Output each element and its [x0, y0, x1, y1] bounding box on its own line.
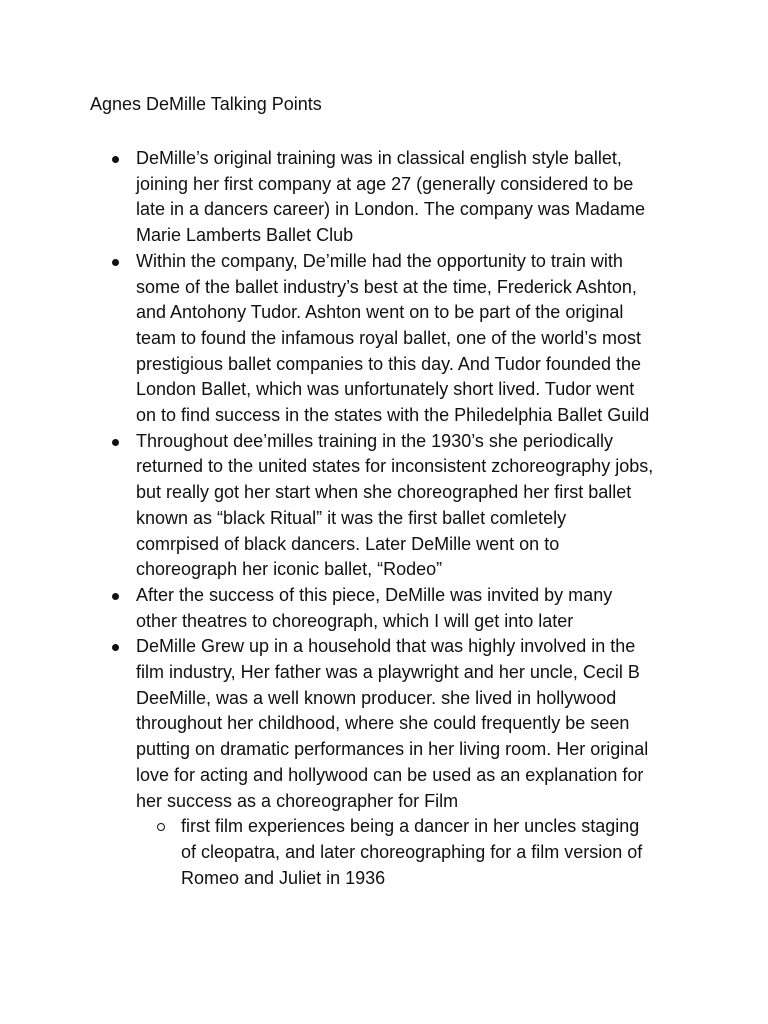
bullet-line: other theatres to choreograph, which I will get into later: [136, 610, 574, 631]
bullet-line: on to find success in the states with the Philedelphia Ballet Guild: [136, 405, 650, 426]
bullet-line: London Ballet, which was unfortunately short lived. Tudor went: [136, 379, 635, 400]
bullet-line: throughout her childhood, where she could frequently be seen: [136, 713, 630, 734]
sub-point-1: [0, 814, 768, 891]
bullet-dot-icon: [112, 439, 119, 446]
bullet-dot-icon: [112, 644, 119, 651]
bullet-line: prestigious ballet companies to this day. And Tudor founded the: [136, 353, 641, 374]
bullet-dot-icon: [112, 593, 119, 600]
bullet-line: joining her first company at age 27 (generally considered to be: [136, 173, 634, 194]
bullet-line: her success as a choreographer for Film: [136, 790, 459, 811]
hollow-bullet-icon: [157, 823, 165, 831]
bullet-line: some of the ballet industry’s best at the time, Frederick Ashton,: [136, 276, 637, 297]
bullet-line: Throughout dee’milles training in the 1930’s she periodically: [136, 430, 613, 451]
bullet-line: DeMille Grew up in a household that was highly involved in the: [136, 636, 636, 657]
talking-point-5: [0, 634, 768, 891]
sub-bullet-line: first film experiences being a dancer in her uncles staging: [181, 816, 640, 837]
bullet-line: Within the company, De’mille had the opportunity to train with: [136, 250, 623, 271]
talking-point-1: [0, 146, 768, 249]
bullet-line: DeeMille, was a well known producer. she lived in hollywood: [136, 687, 617, 708]
document-title: Agnes DeMille Talking Points: [90, 94, 322, 114]
bullet-line: and Antohony Tudor. Ashton went on to be part of the original: [136, 302, 624, 323]
bullet-line: team to found the infamous royal ballet, one of the world’s most: [136, 327, 641, 348]
bullet-line: DeMille’s original training was in classical english style ballet,: [136, 148, 622, 168]
bullet-line: love for acting and hollywood can be used as an explanation for: [136, 764, 644, 785]
sub-bullet-line: Romeo and Juliet in 1936: [181, 867, 386, 888]
talking-point-2: [0, 249, 768, 429]
talking-point-3: [0, 429, 768, 583]
talking-points-list: [0, 146, 768, 891]
bullet-line: comrpised of black dancers. Later DeMille went on to: [136, 533, 560, 554]
bullet-line: known as “black Ritual” it was the first ballet comletely: [136, 507, 567, 528]
bullet-line: putting on dramatic performances in her living room. Her original: [136, 739, 649, 760]
bullet-line: but really got her start when she choreographed her first ballet: [136, 482, 632, 503]
sub-bullet-line: of cleopatra, and later choreographing for a film version of: [181, 841, 643, 862]
bullet-line: returned to the united states for inconsistent zchoreography jobs,: [136, 456, 654, 477]
bullet-line: Marie Lamberts Ballet Club: [136, 225, 354, 246]
bullet-dot-icon: [112, 259, 119, 266]
bullet-line: After the success of this piece, DeMille was invited by many: [136, 584, 613, 605]
talking-point-4: [0, 583, 768, 634]
bullet-line: choreograph her iconic ballet, “Rodeo”: [136, 559, 443, 580]
sub-points-list: [0, 814, 768, 891]
bullet-line: film industry, Her father was a playwright and her uncle, Cecil B: [136, 662, 640, 683]
bullet-line: late in a dancers career) in London. The company was Madame: [136, 199, 645, 220]
bullet-dot-icon: [112, 156, 119, 163]
